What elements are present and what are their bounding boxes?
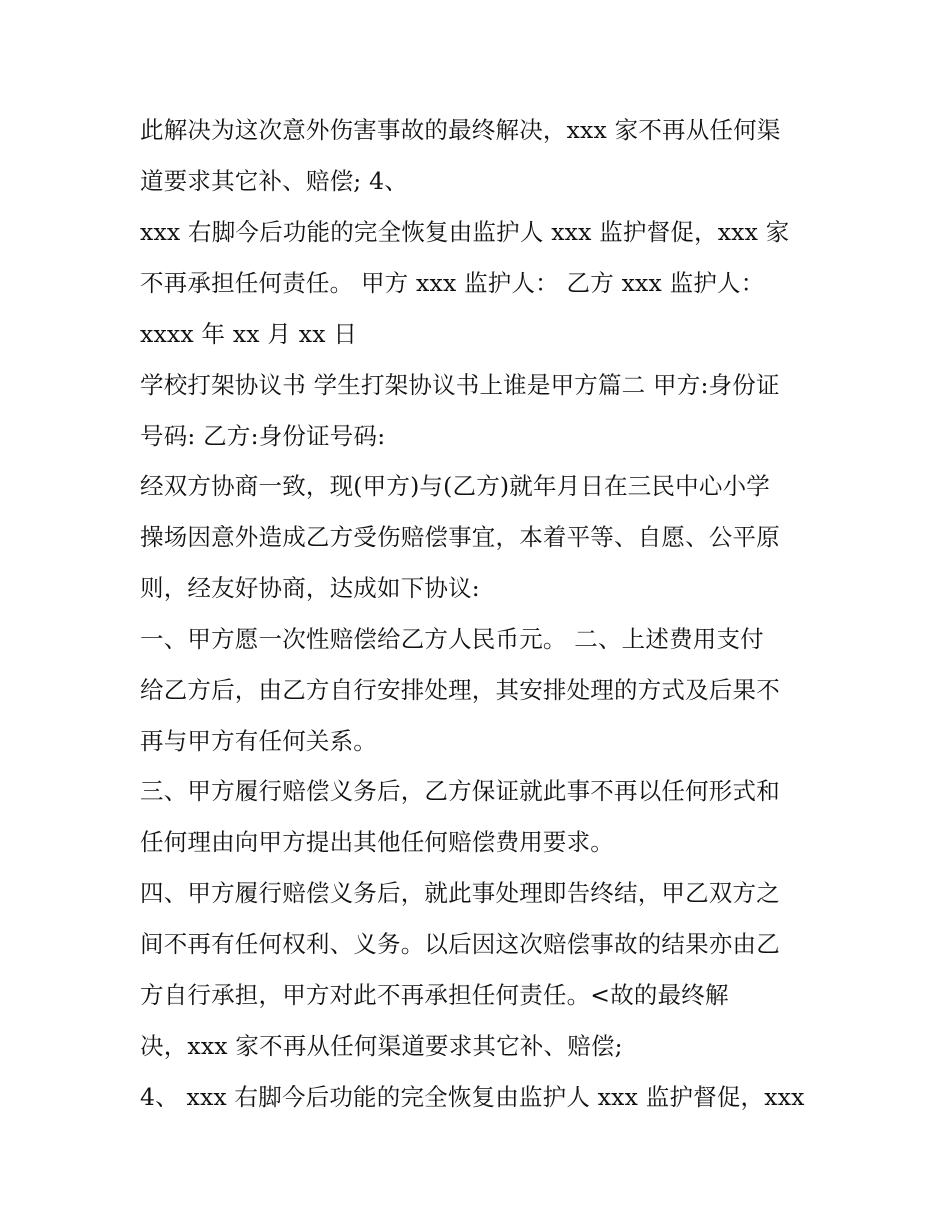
text-line: 经双方协商一致，现(甲方)与(乙方)就年月日在三民中心小学 [140,472,770,500]
text-line: 号码: 乙方:身份证号码: [140,422,386,450]
text-line: 任何理由向甲方提出其他任何赔偿费用要求。 [140,828,614,856]
text-line: 方自行承担，甲方对此不再承担任何责任。<故的最终解 [140,981,729,1009]
text-line: 四、甲方履行赔偿义务后，就此事处理即告终结，甲乙双方之 [140,879,780,907]
text-line: 决，xxx 家不再从任何渠道要求其它补、赔偿; [140,1032,623,1060]
text-line: 道要求其它补、赔偿; 4、 [140,167,408,195]
text-line: 此解决为这次意外伤害事故的最终解决，xxx 家不再从任何渠 [140,116,781,144]
text-line: 4、 xxx 右脚今后功能的完全恢复由监护人 xxx 监护督促，xxx [140,1083,805,1111]
text-line: xxxx 年 xx 月 xx 日 [140,320,358,348]
text-line: 不再承担任何责任。 甲方 xxx 监护人： 乙方 xxx 监护人： [140,269,765,297]
text-line: xxx 右脚今后功能的完全恢复由监护人 xxx 监护督促，xxx 家 [140,218,790,246]
text-line: 给乙方后，由乙方自行安排处理，其安排处理的方式及后果不 [140,676,780,704]
text-line: 则，经友好协商，达成如下协议: [140,574,480,602]
text-line: 间不再有任何权利、义务。以后因这次赔偿事故的结果亦由乙 [140,930,780,958]
text-line: 学校打架协议书 学生打架协议书上谁是甲方篇二 甲方:身份证 [140,371,780,399]
text-line: 操场因意外造成乙方受伤赔偿事宜，本着平等、自愿、公平原 [140,523,780,551]
text-line: 三、甲方履行赔偿义务后，乙方保证就此事不再以任何形式和 [140,777,780,805]
text-line: 再与甲方有任何关系。 [140,727,377,755]
text-line: 一、甲方愿一次性赔偿给乙方人民币元。 二、上述费用支付 [140,625,764,653]
